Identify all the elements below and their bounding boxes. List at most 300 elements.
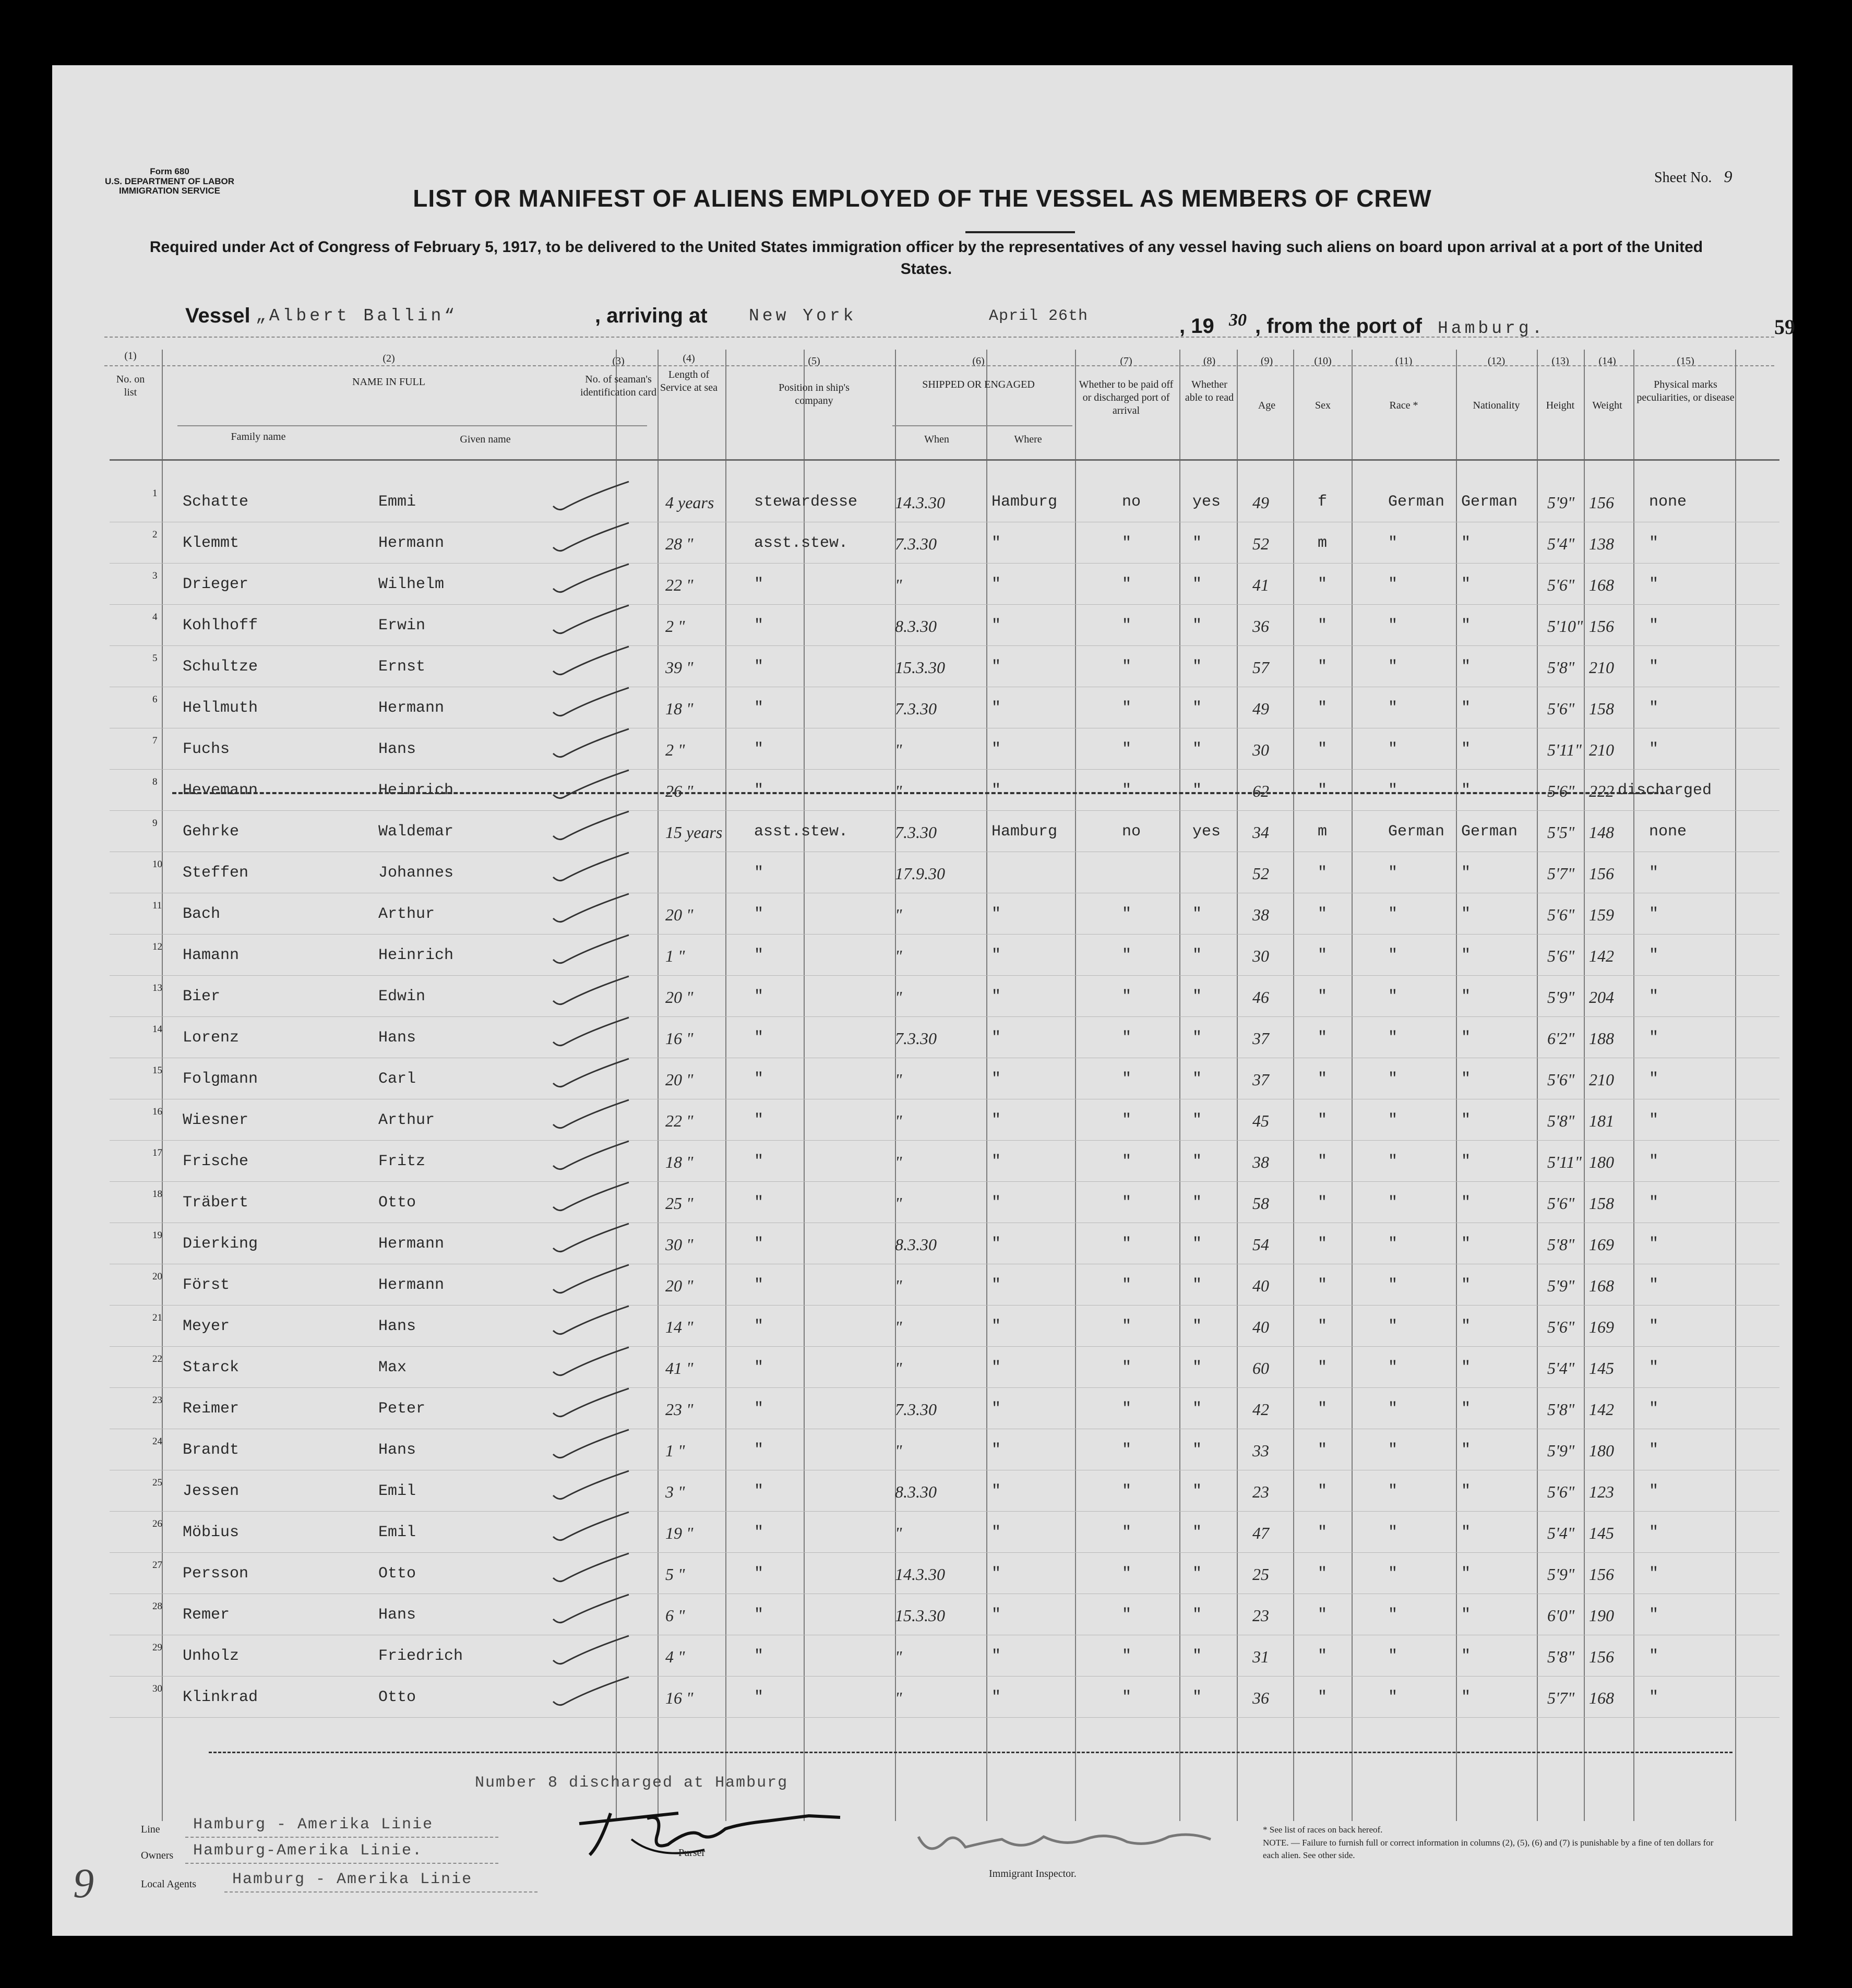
row-rule — [110, 563, 1779, 564]
sex: " — [1318, 1441, 1328, 1459]
position: " — [754, 1318, 764, 1335]
position: " — [754, 1441, 764, 1459]
age: 47 — [1252, 1524, 1269, 1542]
check-mark-icon — [551, 1013, 634, 1050]
age: 57 — [1252, 658, 1269, 677]
shipped-when: 7.3.30 — [895, 534, 937, 553]
sex: " — [1318, 947, 1328, 964]
service-length: 20 " — [665, 905, 694, 924]
position: " — [754, 1482, 764, 1500]
nationality: German — [1461, 823, 1518, 841]
height: 5'9" — [1547, 988, 1575, 1007]
height: 5'8" — [1547, 1400, 1575, 1419]
position: " — [754, 658, 764, 676]
given-name: Carl — [378, 1070, 416, 1088]
vessel-rule — [104, 337, 1774, 338]
check-mark-icon — [551, 601, 634, 638]
shipped-where: " — [991, 1153, 1001, 1170]
shipped-when: 7.3.30 — [895, 1400, 937, 1419]
height: 5'6" — [1547, 699, 1575, 718]
header-rule — [110, 459, 1779, 461]
sheet-number — [1654, 167, 1732, 186]
paid-off: no — [1122, 823, 1141, 841]
physical-marks: " — [1649, 576, 1659, 593]
weight: 142 — [1589, 1400, 1614, 1419]
height: 5'6" — [1547, 947, 1575, 965]
age: 54 — [1252, 1235, 1269, 1254]
position: " — [754, 1647, 764, 1665]
given-name: Arthur — [378, 905, 435, 923]
col-header-weight: (14) Weight — [1592, 355, 1622, 411]
shipped-when: " — [895, 947, 902, 965]
position: " — [754, 1400, 764, 1418]
purser-label: Purser — [678, 1847, 706, 1859]
given-name: Hans — [378, 1441, 416, 1459]
given-name: Otto — [378, 1194, 416, 1212]
shipped-when: 14.3.30 — [895, 493, 945, 512]
height: 5'6" — [1547, 905, 1575, 924]
age: 23 — [1252, 1482, 1269, 1501]
height: 5'5" — [1547, 823, 1575, 842]
shipped-when: 7.3.30 — [895, 699, 937, 718]
position: " — [754, 1606, 764, 1624]
family-name: Hamann — [183, 947, 240, 964]
vessel-name: „Albert Ballin“ — [256, 306, 458, 326]
shipped-where: " — [991, 1647, 1001, 1665]
race: " — [1388, 988, 1398, 1005]
race: " — [1388, 1647, 1398, 1665]
row-number: 20 — [152, 1271, 162, 1282]
paid-off: " — [1122, 988, 1132, 1005]
race: " — [1388, 1688, 1398, 1706]
race: " — [1388, 1441, 1398, 1459]
check-mark-icon — [551, 1384, 634, 1421]
weight: 181 — [1589, 1111, 1614, 1130]
sex: " — [1318, 1276, 1328, 1294]
height: 5'6" — [1547, 576, 1575, 594]
paid-off: " — [1122, 1524, 1132, 1541]
given-name: Edwin — [378, 988, 426, 1005]
weight: 159 — [1589, 905, 1614, 924]
physical-marks: " — [1649, 1318, 1659, 1335]
family-name: Kohlhoff — [183, 617, 258, 634]
position: " — [754, 864, 764, 882]
row-number: 11 — [152, 900, 162, 911]
paid-off: " — [1122, 1070, 1132, 1088]
arriving-label: , arriving at — [595, 304, 708, 327]
able-to-read: " — [1192, 740, 1202, 758]
service-length: 28 " — [665, 534, 694, 553]
paid-off: " — [1122, 1359, 1132, 1376]
nationality: " — [1461, 1276, 1471, 1294]
given-name: Hans — [378, 1029, 416, 1047]
able-to-read: " — [1192, 1153, 1202, 1170]
physical-marks: discharged — [1618, 782, 1712, 799]
check-mark-icon — [551, 725, 634, 761]
sex: f — [1318, 493, 1328, 511]
agents-rule — [224, 1891, 537, 1893]
position: asst.stew. — [754, 534, 849, 552]
col-header-where: Where — [1014, 434, 1042, 445]
shipped-where: " — [991, 699, 1001, 717]
check-mark-icon — [551, 848, 634, 885]
margin-mark: 9 — [73, 1861, 94, 1907]
service-name: IMMIGRATION SERVICE — [119, 186, 220, 196]
race: " — [1388, 1153, 1398, 1170]
nationality: " — [1461, 947, 1471, 964]
given-name: Wilhelm — [378, 576, 445, 593]
weight: 145 — [1589, 1359, 1614, 1378]
age: 52 — [1252, 864, 1269, 883]
check-mark-icon — [551, 1508, 634, 1544]
row-rule — [110, 934, 1779, 935]
sex: m — [1318, 823, 1328, 841]
agents-label: Local Agents — [141, 1878, 197, 1890]
weight: 158 — [1589, 699, 1614, 718]
row-number: 30 — [152, 1683, 162, 1694]
row-rule — [110, 810, 1779, 811]
column-divider — [1633, 350, 1634, 1821]
row-rule — [110, 1511, 1779, 1512]
shipped-where: " — [991, 534, 1001, 552]
family-name: Folgmann — [183, 1070, 258, 1088]
height: 5'8" — [1547, 1235, 1575, 1254]
service-length: 2 " — [665, 740, 685, 759]
check-mark-icon — [551, 1219, 634, 1256]
race: " — [1388, 1482, 1398, 1500]
weight: 204 — [1589, 988, 1614, 1007]
height: 5'6" — [1547, 1070, 1575, 1089]
race-footnote: * See list of races on back hereof. — [1263, 1825, 1383, 1835]
race: " — [1388, 864, 1398, 882]
weight: 156 — [1589, 1647, 1614, 1666]
age: 49 — [1252, 493, 1269, 512]
sex: " — [1318, 1235, 1328, 1253]
shipped-when: " — [895, 1070, 902, 1089]
able-to-read: " — [1192, 1524, 1202, 1541]
row-number: 28 — [152, 1601, 162, 1612]
given-name: Hans — [378, 1318, 416, 1335]
penalty-note: NOTE. — Failure to furnish full or correct information in columns (2), (5), (6) and (7) is punishable by a fine of ten dollars for each alien. See other side. — [1263, 1837, 1714, 1861]
shipped-where: " — [991, 1111, 1001, 1129]
able-to-read: " — [1192, 1111, 1202, 1129]
check-mark-icon — [551, 1096, 634, 1132]
shipped-where: " — [991, 658, 1001, 676]
position: " — [754, 947, 764, 964]
weight: 168 — [1589, 1276, 1614, 1295]
shipped-when: 17.9.30 — [895, 864, 945, 883]
sex: " — [1318, 658, 1328, 676]
service-length: 6 " — [665, 1606, 685, 1625]
shipped-divider — [892, 425, 1072, 426]
column-divider — [162, 350, 163, 1821]
sheet-number-value: 9 — [1724, 167, 1732, 186]
shipped-when: 8.3.30 — [895, 1482, 937, 1501]
year-prefix: , 19 — [1179, 315, 1214, 338]
column-divider — [1584, 350, 1585, 1821]
physical-marks: " — [1649, 740, 1659, 758]
nationality: " — [1461, 1647, 1471, 1665]
vessel-line — [185, 304, 1803, 356]
sex: " — [1318, 1524, 1328, 1541]
column-divider — [1456, 350, 1457, 1821]
shipped-when: " — [895, 1647, 902, 1666]
physical-marks: " — [1649, 947, 1659, 964]
page-number: 59 — [1774, 315, 1795, 339]
physical-marks: " — [1649, 1194, 1659, 1212]
position: " — [754, 1111, 764, 1129]
race: " — [1388, 947, 1398, 964]
shipped-where: " — [991, 1359, 1001, 1376]
nationality: " — [1461, 988, 1471, 1005]
column-divider — [658, 350, 659, 1821]
physical-marks: " — [1649, 699, 1659, 717]
check-mark-icon — [551, 1467, 634, 1503]
position: " — [754, 1688, 764, 1706]
nationality: " — [1461, 658, 1471, 676]
position: " — [754, 905, 764, 923]
physical-marks: " — [1649, 1400, 1659, 1418]
age: 37 — [1252, 1070, 1269, 1089]
height: 5'10" — [1547, 617, 1583, 636]
family-name: Unholz — [183, 1647, 240, 1665]
shipped-when: 8.3.30 — [895, 1235, 937, 1254]
given-name: Johannes — [378, 864, 454, 882]
nationality: " — [1461, 740, 1471, 758]
row-number: 25 — [152, 1477, 162, 1488]
race: " — [1388, 534, 1398, 552]
shipped-where: " — [991, 1276, 1001, 1294]
age: 42 — [1252, 1400, 1269, 1419]
race: " — [1388, 1359, 1398, 1376]
race: " — [1388, 740, 1398, 758]
able-to-read: " — [1192, 988, 1202, 1005]
nationality: " — [1461, 1194, 1471, 1212]
inspector-signature — [908, 1811, 1232, 1868]
family-name: Brandt — [183, 1441, 240, 1459]
able-to-read: " — [1192, 534, 1202, 552]
position: " — [754, 1565, 764, 1583]
physical-marks: " — [1649, 1153, 1659, 1170]
row-rule — [110, 1346, 1779, 1347]
column-divider — [1735, 350, 1736, 1821]
paid-off: " — [1122, 1688, 1132, 1706]
arrival-port: New York — [749, 306, 857, 326]
age: 34 — [1252, 823, 1269, 842]
check-mark-icon — [551, 1055, 634, 1091]
strike-through-line — [172, 792, 1665, 794]
paid-off: " — [1122, 1235, 1132, 1253]
age: 40 — [1252, 1318, 1269, 1336]
service-length: 20 " — [665, 1276, 694, 1295]
col-header-position: (5) Position in ship's company — [779, 355, 850, 406]
sex: " — [1318, 1318, 1328, 1335]
form-number: Form 680 — [150, 166, 189, 176]
physical-marks: " — [1649, 1111, 1659, 1129]
shipped-when: " — [895, 1688, 902, 1707]
shipped-where: " — [991, 905, 1001, 923]
service-length: 4 years — [665, 493, 714, 512]
weight: 169 — [1589, 1235, 1614, 1254]
sex: " — [1318, 576, 1328, 593]
height: 5'11" — [1547, 740, 1582, 759]
able-to-read: " — [1192, 658, 1202, 676]
age: 46 — [1252, 988, 1269, 1007]
row-rule — [110, 1181, 1779, 1182]
race: " — [1388, 1194, 1398, 1212]
sex: " — [1318, 1111, 1328, 1129]
row-number: 4 — [152, 612, 158, 622]
race: " — [1388, 1524, 1398, 1541]
able-to-read: yes — [1192, 493, 1221, 511]
given-name: Hermann — [378, 699, 445, 717]
family-name: Träbert — [183, 1194, 249, 1212]
weight: 148 — [1589, 823, 1614, 842]
position: " — [754, 1194, 764, 1212]
given-name: Hans — [378, 740, 416, 758]
shipped-when: " — [895, 905, 902, 924]
row-number: 16 — [152, 1106, 162, 1117]
row-number: 22 — [152, 1354, 162, 1364]
given-name: Hermann — [378, 1276, 445, 1294]
weight: 190 — [1589, 1606, 1614, 1625]
weight: 180 — [1589, 1153, 1614, 1171]
weight: 210 — [1589, 1070, 1614, 1089]
nationality: " — [1461, 534, 1471, 552]
shipped-when: 7.3.30 — [895, 1029, 937, 1048]
column-divider — [1179, 350, 1180, 1821]
able-to-read: " — [1192, 1276, 1202, 1294]
family-name: Frische — [183, 1153, 249, 1170]
position: " — [754, 1524, 764, 1541]
shipped-where: " — [991, 1524, 1001, 1541]
row-rule — [110, 1717, 1779, 1718]
line-label: Line — [141, 1824, 160, 1835]
service-length: 18 " — [665, 699, 694, 718]
given-name: Heinrich — [378, 782, 454, 799]
height: 5'9" — [1547, 1441, 1575, 1460]
paid-off: " — [1122, 905, 1132, 923]
physical-marks: " — [1649, 1688, 1659, 1706]
sex: m — [1318, 534, 1328, 552]
family-name: Schultze — [183, 658, 258, 676]
age: 37 — [1252, 1029, 1269, 1048]
page-title: LIST OR MANIFEST OF ALIENS EMPLOYED OF THE VESSEL AS MEMBERS OF CREW — [413, 185, 1432, 212]
shipped-when: " — [895, 1276, 902, 1295]
physical-marks: " — [1649, 1276, 1659, 1294]
row-rule — [110, 645, 1779, 646]
age: 25 — [1252, 1565, 1269, 1584]
check-mark-icon — [551, 1137, 634, 1173]
sex: " — [1318, 1688, 1328, 1706]
shipped-when: " — [895, 1359, 902, 1378]
col-header-read: (8) Whether able to read — [1185, 355, 1234, 403]
family-name: Schatte — [183, 493, 249, 511]
physical-marks: " — [1649, 1235, 1659, 1253]
column-divider — [804, 350, 805, 1821]
paid-off: " — [1122, 1647, 1132, 1665]
paid-off: " — [1122, 1400, 1132, 1418]
position: " — [754, 699, 764, 717]
family-name: Meyer — [183, 1318, 230, 1335]
able-to-read: " — [1192, 617, 1202, 634]
age: 40 — [1252, 1276, 1269, 1295]
service-length: 4 " — [665, 1647, 685, 1666]
paid-off: " — [1122, 1153, 1132, 1170]
height: 5'9" — [1547, 1565, 1575, 1584]
given-name: Erwin — [378, 617, 426, 634]
shipped-where: Hamburg — [991, 493, 1058, 511]
paid-off: " — [1122, 947, 1132, 964]
race: " — [1388, 905, 1398, 923]
service-length: 20 " — [665, 1070, 694, 1089]
race: German — [1388, 823, 1445, 841]
col-header-height: (13) Height — [1546, 355, 1575, 411]
family-name: Lorenz — [183, 1029, 240, 1047]
given-name: Max — [378, 1359, 407, 1376]
family-name: Hevemann — [183, 782, 258, 799]
col-header-nationality: (12) Nationality — [1473, 355, 1520, 411]
given-name: Ernst — [378, 658, 426, 676]
weight: 210 — [1589, 658, 1614, 677]
owners-rule — [185, 1863, 498, 1864]
shipped-where: Hamburg — [991, 823, 1058, 841]
check-mark-icon — [551, 931, 634, 967]
shipped-where: " — [991, 1235, 1001, 1253]
title-underline — [965, 231, 1075, 233]
race: " — [1388, 1276, 1398, 1294]
col-header-age: (9) Age — [1258, 355, 1276, 411]
age: 49 — [1252, 699, 1269, 718]
check-mark-icon — [551, 807, 634, 844]
row-rule — [110, 1140, 1779, 1141]
family-name: Bier — [183, 988, 221, 1005]
shipped-where: " — [991, 1318, 1001, 1335]
line-rule — [185, 1837, 498, 1838]
weight: 222 — [1589, 782, 1614, 800]
sex: " — [1318, 1070, 1328, 1088]
height: 5'7" — [1547, 864, 1575, 883]
check-mark-icon — [551, 1178, 634, 1215]
age: 30 — [1252, 740, 1269, 759]
check-mark-icon — [551, 477, 634, 514]
shipped-when: " — [895, 1153, 902, 1171]
paid-off: " — [1122, 1111, 1132, 1129]
year-suffix: 30 — [1229, 310, 1247, 330]
race: " — [1388, 1318, 1398, 1335]
paid-off: " — [1122, 1194, 1132, 1212]
position: stewardesse — [754, 493, 858, 511]
service-length: 18 " — [665, 1153, 694, 1171]
row-rule — [110, 975, 1779, 976]
family-name: Dierking — [183, 1235, 258, 1253]
able-to-read: " — [1192, 1070, 1202, 1088]
row-number: 2 — [152, 529, 158, 540]
sex: " — [1318, 905, 1328, 923]
height: 6'2" — [1547, 1029, 1575, 1048]
check-mark-icon — [551, 1261, 634, 1297]
weight: 210 — [1589, 740, 1614, 759]
sex: " — [1318, 1647, 1328, 1665]
service-length: 2 " — [665, 617, 685, 636]
weight: 169 — [1589, 1318, 1614, 1336]
col-header-physical-marks: (15) Physical marks peculiarities, or disease — [1636, 355, 1735, 403]
nationality: " — [1461, 1111, 1471, 1129]
shipped-when: " — [895, 1524, 902, 1542]
nationality: " — [1461, 1318, 1471, 1335]
shipped-when: " — [895, 576, 902, 594]
position: " — [754, 1276, 764, 1294]
